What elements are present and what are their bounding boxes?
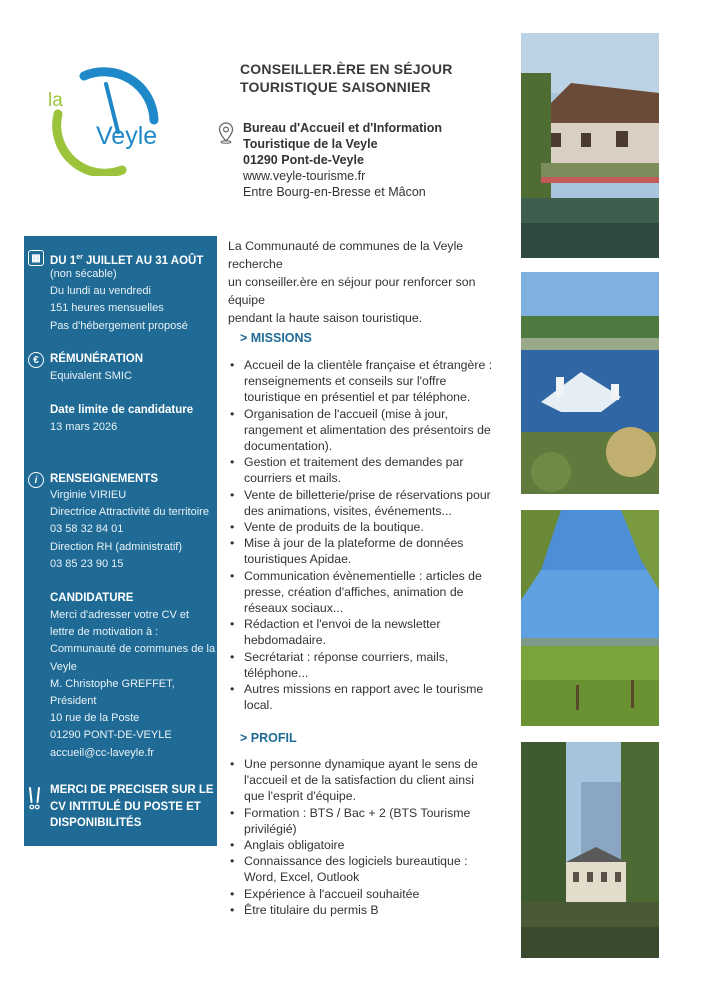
office-name-1: Bureau d'Accueil et d'Information: [243, 121, 443, 135]
list-item: • Accueil de la clientèle française et étrangère : renseignements et conseils sur l'offre touristique en présentiel et par téléphone.: [228, 357, 496, 406]
office-website[interactable]: www.veyle-tourisme.fr: [243, 169, 366, 183]
photo-village-river: [521, 33, 659, 258]
deadline-value: 13 mars 2026: [50, 421, 118, 433]
intro-line: pendant la haute saison touristique.: [228, 311, 423, 325]
list-item: • Organisation de l'accueil (mise à jour, rangement et alimentation des présentoirs de documentation).: [228, 406, 496, 455]
office-info: [243, 120, 513, 200]
office-postal: 01290 Pont-de-Veyle: [243, 153, 364, 167]
deadline-heading: Date limite de candidature: [50, 404, 194, 416]
list-item: • Communication évènementielle : articles de presse, création d'affiches, animation de réseaux sociaux...: [228, 568, 496, 617]
list-item: • Formation : BTS / Bac + 2 (BTS Tourisme privilégié): [228, 805, 496, 837]
info-details: Virginie VIRIEU Directrice Attractivité du territoire 03 58 32 84 01 Direction RH (administratif) 03 85 23 90 15: [50, 489, 209, 570]
info-icon: i: [28, 472, 44, 488]
list-item: • Vente de billetterie/prise de réservations pour des animations, visites, événements...: [228, 487, 496, 519]
apply-details: Merci d'adresser votre CV et lettre de motivation à : Communauté de communes de la Veyle M. Christophe GREFFET, Président 10 rue de la Poste 01290 PONT-DE-VEYLE accueil@cc-laveyle.fr: [50, 607, 215, 762]
list-item: • Vente de produits de la boutique.: [228, 519, 496, 535]
apply-email: accueil@cc-laveyle.fr: [50, 746, 155, 759]
photo-chateau: [521, 742, 659, 958]
pay-value: Equivalent SMIC: [50, 370, 132, 382]
exclamation-icon: [26, 786, 44, 812]
apply-heading: CANDIDATURE: [50, 592, 134, 604]
intro-line: un conseiller.ère en séjour pour renforcer son équipe: [228, 275, 476, 307]
calendar-icon: ▦: [28, 250, 44, 266]
list-item: • Secrétariat : réponse courriers, mails, téléphone...: [228, 649, 496, 681]
list-item: • Expérience à l'accueil souhaitée: [228, 886, 496, 902]
dates-heading: DU 1er JUILLET AU 31 AOÛT: [50, 254, 204, 267]
list-item: • Mise à jour de la plateforme de données touristiques Apidae.: [228, 535, 496, 567]
job-title-line-1: CONSEILLER.ÈRE EN SÉJOUR: [240, 61, 453, 77]
cv-note: MERCI DE PRECISER SUR LE CV INTITULÉ DU POSTE ET DISPONIBILITÉS: [50, 784, 214, 829]
list-item: • Rédaction et l'envoi de la newsletter hebdomadaire.: [228, 616, 496, 648]
veyle-logo: [44, 58, 166, 176]
pay-heading: RÉMUNÉRATION: [50, 353, 144, 365]
intro-line: La Communauté de communes de la Veyle recherche: [228, 239, 464, 271]
euro-icon: €: [28, 352, 44, 368]
list-item: • Être titulaire du permis B: [228, 902, 496, 918]
list-item: • Connaissance des logiciels bureautique : Word, Excel, Outlook: [228, 853, 496, 885]
logo-big-text: Veyle: [96, 122, 158, 150]
missions-heading: > MISSIONS: [240, 331, 312, 345]
info-heading: RENSEIGNEMENTS: [50, 473, 158, 485]
intro-paragraph: [228, 237, 508, 327]
list-item: • Autres missions en rapport avec le tourisme local.: [228, 681, 496, 713]
location-pin-icon: [218, 122, 234, 144]
logo-small-text: la: [48, 90, 63, 111]
dates-details: (non sécable) Du lundi au vendredi 151 heures mensuelles Pas d'hébergement proposé: [50, 268, 188, 332]
job-title-line-2: TOURISTIQUE SAISONNIER: [240, 79, 431, 95]
profil-list: [228, 756, 496, 918]
info-sidebar: [24, 236, 217, 846]
list-item: • Anglais obligatoire: [228, 837, 496, 853]
profil-heading: > PROFIL: [240, 731, 297, 745]
missions-list: [228, 357, 496, 713]
photo-lake-aquapark: [521, 272, 659, 494]
job-title: [240, 60, 500, 96]
office-location: Entre Bourg-en-Bresse et Mâcon: [243, 185, 426, 199]
list-item: • Gestion et traitement des demandes par courriers et mails.: [228, 454, 496, 486]
photo-meadow: [521, 510, 659, 726]
list-item: • Une personne dynamique ayant le sens de l'accueil et de la satisfaction du client ainsi que l'esprit d'équipe.: [228, 756, 496, 805]
office-name-2: Touristique de la Veyle: [243, 137, 378, 151]
